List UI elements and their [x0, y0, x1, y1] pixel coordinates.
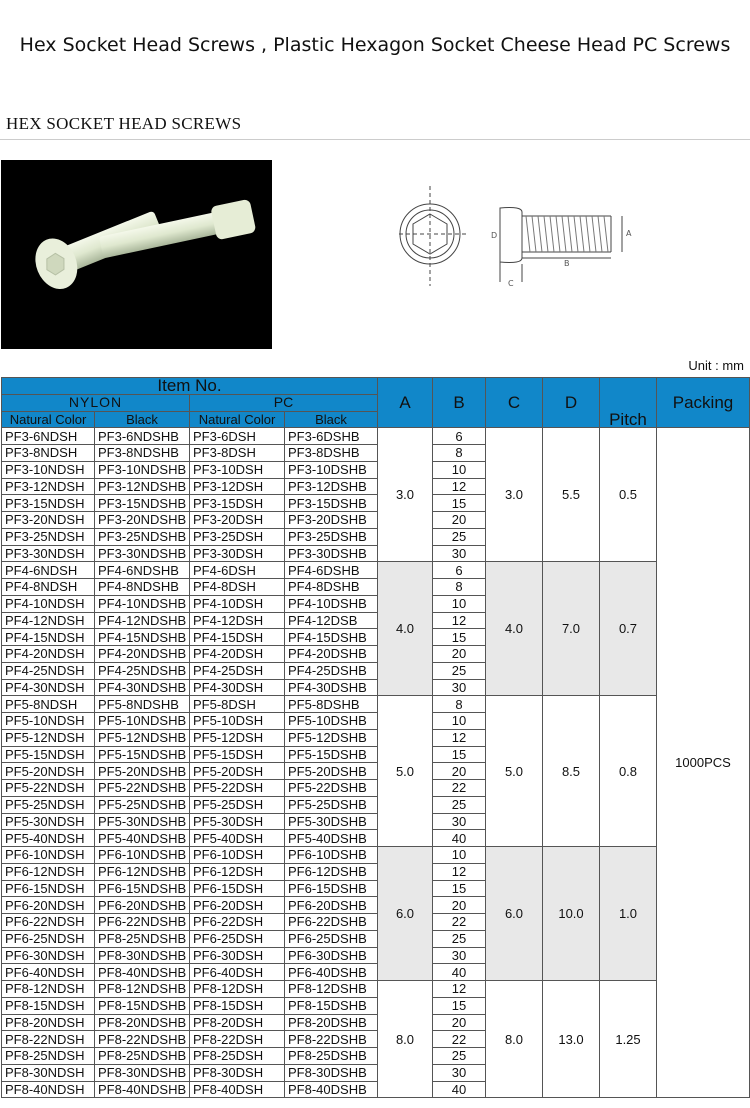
b-value-cell: 6	[433, 562, 486, 579]
d-value-cell: 7.0	[543, 562, 600, 696]
nylon-natural-cell: PF6-12NDSH	[2, 863, 95, 880]
pc-black-cell: PF8-15DSHB	[285, 997, 378, 1014]
nylon-black-cell: PF8-15NDSHB	[95, 997, 190, 1014]
pc-natural-cell: PF6-40DSH	[190, 964, 285, 981]
nylon-natural-cell: PF3-30NDSH	[2, 545, 95, 562]
nylon-black-cell: PF4-12NDSHB	[95, 612, 190, 629]
pc-natural-cell: PF4-30DSH	[190, 679, 285, 696]
nylon-natural-cell: PF4-30NDSH	[2, 679, 95, 696]
pc-black-cell: PF5-8DSHB	[285, 696, 378, 713]
pc-black-cell: PF5-25DSHB	[285, 796, 378, 813]
b-value-cell: 20	[433, 1014, 486, 1031]
nylon-natural-cell: PF5-30NDSH	[2, 813, 95, 830]
pc-black-cell: PF4-8DSHB	[285, 579, 378, 596]
nylon-black-cell: PF8-25NDSHB	[95, 930, 190, 947]
pc-natural-cell: PF5-22DSH	[190, 780, 285, 797]
pc-black-cell: PF3-15DSHB	[285, 495, 378, 512]
pc-natural-cell: PF6-15DSH	[190, 880, 285, 897]
nylon-black-cell: PF3-15NDSHB	[95, 495, 190, 512]
pc-natural-cell: PF3-8DSH	[190, 445, 285, 462]
item-no-header: Item No.	[2, 378, 378, 395]
packing-header: Packing	[657, 378, 750, 428]
nylon-natural-cell: PF6-20NDSH	[2, 897, 95, 914]
c-value-cell: 6.0	[486, 847, 543, 981]
pc-black-cell: PF3-12DSHB	[285, 478, 378, 495]
pc-natural-cell: PF5-40DSH	[190, 830, 285, 847]
pc-natural-cell: PF3-10DSH	[190, 461, 285, 478]
b-value-cell: 25	[433, 528, 486, 545]
nylon-black-cell: PF3-30NDSHB	[95, 545, 190, 562]
c-header: C	[486, 378, 543, 428]
pc-header: PC	[190, 394, 378, 411]
nylon-natural-cell: PF3-6NDSH	[2, 428, 95, 445]
b-value-cell: 25	[433, 930, 486, 947]
nylon-natural-cell: PF5-8NDSH	[2, 696, 95, 713]
nylon-natural-cell: PF5-15NDSH	[2, 746, 95, 763]
a-value-cell: 4.0	[378, 562, 433, 696]
nylon-black-cell: PF6-22NDSHB	[95, 914, 190, 931]
c-value-cell: 3.0	[486, 428, 543, 562]
b-value-cell: 15	[433, 997, 486, 1014]
pc-black-cell: PF4-6DSHB	[285, 562, 378, 579]
b-value-cell: 12	[433, 612, 486, 629]
b-value-cell: 15	[433, 880, 486, 897]
table-row	[2, 562, 750, 579]
pc-natural-cell: PF4-6DSH	[190, 562, 285, 579]
pc-natural-cell: PF6-12DSH	[190, 863, 285, 880]
pc-natural-cell: PF3-20DSH	[190, 512, 285, 529]
pc-black-cell: PF8-20DSHB	[285, 1014, 378, 1031]
c-value-cell: 8.0	[486, 981, 543, 1098]
pc-black-cell: PF6-20DSHB	[285, 897, 378, 914]
nylon-natural-cell: PF5-40NDSH	[2, 830, 95, 847]
table-row	[2, 981, 750, 998]
nylon-natural-cell: PF4-6NDSH	[2, 562, 95, 579]
b-value-cell: 20	[433, 897, 486, 914]
pc-black-cell: PF6-25DSHB	[285, 930, 378, 947]
pc-black-cell: PF6-22DSHB	[285, 914, 378, 931]
pc-natural-cell: PF8-20DSH	[190, 1014, 285, 1031]
pc-black-cell: PF4-10DSHB	[285, 595, 378, 612]
pc-black-cell: PF8-30DSHB	[285, 1064, 378, 1081]
pc-natural-cell: PF3-15DSH	[190, 495, 285, 512]
nylon-black-cell: PF3-12NDSHB	[95, 478, 190, 495]
nylon-natural-cell: PF3-20NDSH	[2, 512, 95, 529]
nylon-natural-cell: PF8-40NDSH	[2, 1081, 95, 1098]
pc-natural-cell: PF6-22DSH	[190, 914, 285, 931]
pc-natural-cell: PF8-25DSH	[190, 1048, 285, 1065]
pc-black-cell: PF4-12DSB	[285, 612, 378, 629]
b-value-cell: 40	[433, 964, 486, 981]
pc-black-cell: PF6-12DSHB	[285, 863, 378, 880]
pitch-header: Pitch	[600, 378, 657, 428]
d-value-cell: 8.5	[543, 696, 600, 847]
b-value-cell: 30	[433, 679, 486, 696]
b-value-cell: 15	[433, 629, 486, 646]
pc-black-cell: PF5-22DSHB	[285, 780, 378, 797]
nylon-black-cell: PF6-15NDSHB	[95, 880, 190, 897]
a-value-cell: 6.0	[378, 847, 433, 981]
b-value-cell: 10	[433, 461, 486, 478]
c-value-cell: 4.0	[486, 562, 543, 696]
nylon-black-cell: PF8-25NDSHB	[95, 1048, 190, 1065]
pc-natural-cell: PF4-8DSH	[190, 579, 285, 596]
nylon-natural-cell: PF5-25NDSH	[2, 796, 95, 813]
b-value-cell: 30	[433, 947, 486, 964]
b-value-cell: 12	[433, 478, 486, 495]
pc-natural-cell: PF8-22DSH	[190, 1031, 285, 1048]
pc-black-cell: PF5-40DSHB	[285, 830, 378, 847]
nylon-natural-cell: PF3-15NDSH	[2, 495, 95, 512]
section-divider	[0, 139, 750, 140]
nylon-black-cell: PF8-22NDSHB	[95, 1031, 190, 1048]
pc-natural-cell: PF8-15DSH	[190, 997, 285, 1014]
nylon-black-cell: PF8-30NDSHB	[95, 1064, 190, 1081]
nylon-natural-cell: PF5-12NDSH	[2, 729, 95, 746]
pc-black-cell: PF8-25DSHB	[285, 1048, 378, 1065]
nylon-natural-cell: PF6-10NDSH	[2, 847, 95, 864]
b-value-cell: 8	[433, 696, 486, 713]
nylon-natural-cell: PF4-8NDSH	[2, 579, 95, 596]
nylon-black-cell: PF6-20NDSHB	[95, 897, 190, 914]
b-value-cell: 20	[433, 512, 486, 529]
nylon-black-cell: PF4-10NDSHB	[95, 595, 190, 612]
nylon-black-cell: PF8-40NDSHB	[95, 964, 190, 981]
b-value-cell: 30	[433, 1064, 486, 1081]
packing-value-cell: 1000PCS	[657, 428, 750, 1098]
pc-black-cell: PF8-12DSHB	[285, 981, 378, 998]
nylon-natural-cell: PF6-22NDSH	[2, 914, 95, 931]
b-value-cell: 15	[433, 746, 486, 763]
pc-black-cell: PF3-6DSHB	[285, 428, 378, 445]
unit-label: Unit : mm	[688, 358, 744, 373]
pc-natural-cell: PF6-20DSH	[190, 897, 285, 914]
nylon-natural-cell: PF6-25NDSH	[2, 930, 95, 947]
pc-black-cell: PF6-40DSHB	[285, 964, 378, 981]
nylon-black-cell: PF5-22NDSHB	[95, 780, 190, 797]
b-value-cell: 30	[433, 545, 486, 562]
pc-natural-header: Natural Color	[190, 411, 285, 428]
nylon-natural-cell: PF8-30NDSH	[2, 1064, 95, 1081]
c-value-cell: 5.0	[486, 696, 543, 847]
pc-natural-cell: PF4-10DSH	[190, 595, 285, 612]
b-value-cell: 20	[433, 763, 486, 780]
nylon-black-cell: PF8-12NDSHB	[95, 981, 190, 998]
b-value-cell: 25	[433, 1048, 486, 1065]
nylon-black-cell: PF8-40NDSHB	[95, 1081, 190, 1098]
b-value-cell: 25	[433, 796, 486, 813]
b-value-cell: 10	[433, 847, 486, 864]
nylon-natural-cell: PF5-10NDSH	[2, 713, 95, 730]
nylon-black-cell: PF6-12NDSHB	[95, 863, 190, 880]
pitch-value-cell: 1.0	[600, 847, 657, 981]
pc-natural-cell: PF4-15DSH	[190, 629, 285, 646]
pc-natural-cell: PF3-25DSH	[190, 528, 285, 545]
nylon-black-cell: PF5-20NDSHB	[95, 763, 190, 780]
pitch-value-cell: 0.7	[600, 562, 657, 696]
a-value-cell: 8.0	[378, 981, 433, 1098]
pc-black-cell: PF4-25DSHB	[285, 662, 378, 679]
spec-table	[1, 377, 750, 1098]
nylon-natural-cell: PF3-12NDSH	[2, 478, 95, 495]
nylon-natural-cell: PF8-25NDSH	[2, 1048, 95, 1065]
pc-black-cell: PF3-10DSHB	[285, 461, 378, 478]
nylon-header: NYLON	[2, 394, 190, 411]
pitch-value-cell: 0.8	[600, 696, 657, 847]
b-header: B	[433, 378, 486, 428]
nylon-black-cell: PF4-20NDSHB	[95, 646, 190, 663]
pc-black-cell: PF5-12DSHB	[285, 729, 378, 746]
section-title: HEX SOCKET HEAD SCREWS	[6, 114, 242, 133]
nylon-black-cell: PF4-30NDSHB	[95, 679, 190, 696]
b-value-cell: 22	[433, 914, 486, 931]
nylon-natural-cell: PF8-20NDSH	[2, 1014, 95, 1031]
pc-natural-cell: PF5-20DSH	[190, 763, 285, 780]
product-photo	[1, 160, 272, 349]
pc-black-cell: PF5-15DSHB	[285, 746, 378, 763]
nylon-black-cell: PF3-25NDSHB	[95, 528, 190, 545]
pc-black-cell: PF5-10DSHB	[285, 713, 378, 730]
a-header: A	[378, 378, 433, 428]
screws-illustration	[1, 160, 272, 349]
b-value-cell: 20	[433, 646, 486, 663]
pc-natural-cell: PF5-8DSH	[190, 696, 285, 713]
nylon-natural-cell: PF4-15NDSH	[2, 629, 95, 646]
nylon-natural-cell: PF3-10NDSH	[2, 461, 95, 478]
pc-natural-cell: PF3-30DSH	[190, 545, 285, 562]
pc-natural-cell: PF4-20DSH	[190, 646, 285, 663]
b-value-cell: 15	[433, 495, 486, 512]
nylon-natural-cell: PF8-12NDSH	[2, 981, 95, 998]
b-value-cell: 40	[433, 1081, 486, 1098]
pc-natural-cell: PF5-12DSH	[190, 729, 285, 746]
pc-natural-cell: PF5-15DSH	[190, 746, 285, 763]
dim-c-label: C	[508, 279, 514, 288]
b-value-cell: 25	[433, 662, 486, 679]
b-value-cell: 10	[433, 595, 486, 612]
d-value-cell: 5.5	[543, 428, 600, 562]
nylon-black-cell: PF5-10NDSHB	[95, 713, 190, 730]
pc-black-cell: PF3-30DSHB	[285, 545, 378, 562]
b-value-cell: 8	[433, 445, 486, 462]
nylon-black-cell: PF5-12NDSHB	[95, 729, 190, 746]
pc-black-cell: PF4-20DSHB	[285, 646, 378, 663]
nylon-black-cell: PF5-8NDSHB	[95, 696, 190, 713]
nylon-natural-header: Natural Color	[2, 411, 95, 428]
d-header: D	[543, 378, 600, 428]
pc-natural-cell: PF4-25DSH	[190, 662, 285, 679]
pc-black-cell: PF4-30DSHB	[285, 679, 378, 696]
pc-natural-cell: PF3-12DSH	[190, 478, 285, 495]
pc-black-cell: PF5-30DSHB	[285, 813, 378, 830]
nylon-natural-cell: PF3-8NDSH	[2, 445, 95, 462]
b-value-cell: 40	[433, 830, 486, 847]
nylon-natural-cell: PF6-40NDSH	[2, 964, 95, 981]
nylon-black-cell: PF5-15NDSHB	[95, 746, 190, 763]
b-value-cell: 22	[433, 780, 486, 797]
a-value-cell: 5.0	[378, 696, 433, 847]
b-value-cell: 12	[433, 981, 486, 998]
nylon-black-cell: PF4-15NDSHB	[95, 629, 190, 646]
pc-natural-cell: PF3-6DSH	[190, 428, 285, 445]
pc-natural-cell: PF8-12DSH	[190, 981, 285, 998]
pc-black-cell: PF3-8DSHB	[285, 445, 378, 462]
table-row	[2, 696, 750, 713]
nylon-natural-cell: PF4-25NDSH	[2, 662, 95, 679]
pc-black-cell: PF3-25DSHB	[285, 528, 378, 545]
nylon-black-cell: PF3-20NDSHB	[95, 512, 190, 529]
pc-natural-cell: PF5-10DSH	[190, 713, 285, 730]
pc-natural-cell: PF6-30DSH	[190, 947, 285, 964]
page-title: Hex Socket Head Screws , Plastic Hexagon Socket Cheese Head PC Screws	[19, 34, 731, 56]
nylon-black-header: Black	[95, 411, 190, 428]
a-value-cell: 3.0	[378, 428, 433, 562]
pc-black-cell: PF6-15DSHB	[285, 880, 378, 897]
nylon-natural-cell: PF4-10NDSH	[2, 595, 95, 612]
nylon-natural-cell: PF8-15NDSH	[2, 997, 95, 1014]
pc-black-cell: PF5-20DSHB	[285, 763, 378, 780]
b-value-cell: 12	[433, 729, 486, 746]
pc-black-cell: PF4-15DSHB	[285, 629, 378, 646]
d-value-cell: 10.0	[543, 847, 600, 981]
nylon-natural-cell: PF4-12NDSH	[2, 612, 95, 629]
dim-b-label: B	[564, 259, 570, 268]
pc-black-cell: PF3-20DSHB	[285, 512, 378, 529]
nylon-black-cell: PF3-8NDSHB	[95, 445, 190, 462]
b-value-cell: 22	[433, 1031, 486, 1048]
pc-natural-cell: PF8-30DSH	[190, 1064, 285, 1081]
pc-black-cell: PF6-30DSHB	[285, 947, 378, 964]
spec-table-body	[2, 428, 750, 1098]
pc-natural-cell: PF5-25DSH	[190, 796, 285, 813]
nylon-natural-cell: PF5-22NDSH	[2, 780, 95, 797]
nylon-black-cell: PF5-25NDSHB	[95, 796, 190, 813]
nylon-black-cell: PF3-10NDSHB	[95, 461, 190, 478]
nylon-natural-cell: PF4-20NDSH	[2, 646, 95, 663]
b-value-cell: 8	[433, 579, 486, 596]
nylon-black-cell: PF4-8NDSHB	[95, 579, 190, 596]
b-value-cell: 6	[433, 428, 486, 445]
pitch-value-cell: 0.5	[600, 428, 657, 562]
nylon-natural-cell: PF6-15NDSH	[2, 880, 95, 897]
pc-natural-cell: PF6-25DSH	[190, 930, 285, 947]
nylon-black-cell: PF5-30NDSHB	[95, 813, 190, 830]
pc-black-cell: PF8-40DSHB	[285, 1081, 378, 1098]
dim-a-label: A	[626, 229, 632, 238]
d-value-cell: 13.0	[543, 981, 600, 1098]
pc-black-cell: PF6-10DSHB	[285, 847, 378, 864]
technical-drawing	[396, 182, 646, 292]
pc-black-cell: PF8-22DSHB	[285, 1031, 378, 1048]
nylon-natural-cell: PF3-25NDSH	[2, 528, 95, 545]
table-row	[2, 428, 750, 445]
nylon-black-cell: PF3-6NDSHB	[95, 428, 190, 445]
nylon-natural-cell: PF8-22NDSH	[2, 1031, 95, 1048]
pc-natural-cell: PF6-10DSH	[190, 847, 285, 864]
pc-black-header: Black	[285, 411, 378, 428]
table-row	[2, 847, 750, 864]
nylon-black-cell: PF5-40NDSHB	[95, 830, 190, 847]
pc-natural-cell: PF4-12DSH	[190, 612, 285, 629]
nylon-natural-cell: PF5-20NDSH	[2, 763, 95, 780]
nylon-black-cell: PF4-25NDSHB	[95, 662, 190, 679]
b-value-cell: 10	[433, 713, 486, 730]
nylon-black-cell: PF8-20NDSHB	[95, 1014, 190, 1031]
pc-natural-cell: PF8-40DSH	[190, 1081, 285, 1098]
nylon-black-cell: PF6-10NDSHB	[95, 847, 190, 864]
dim-d-label: D	[491, 231, 498, 240]
pitch-value-cell: 1.25	[600, 981, 657, 1098]
nylon-black-cell: PF8-30NDSHB	[95, 947, 190, 964]
b-value-cell: 30	[433, 813, 486, 830]
nylon-black-cell: PF4-6NDSHB	[95, 562, 190, 579]
nylon-natural-cell: PF6-30NDSH	[2, 947, 95, 964]
pc-natural-cell: PF5-30DSH	[190, 813, 285, 830]
b-value-cell: 12	[433, 863, 486, 880]
